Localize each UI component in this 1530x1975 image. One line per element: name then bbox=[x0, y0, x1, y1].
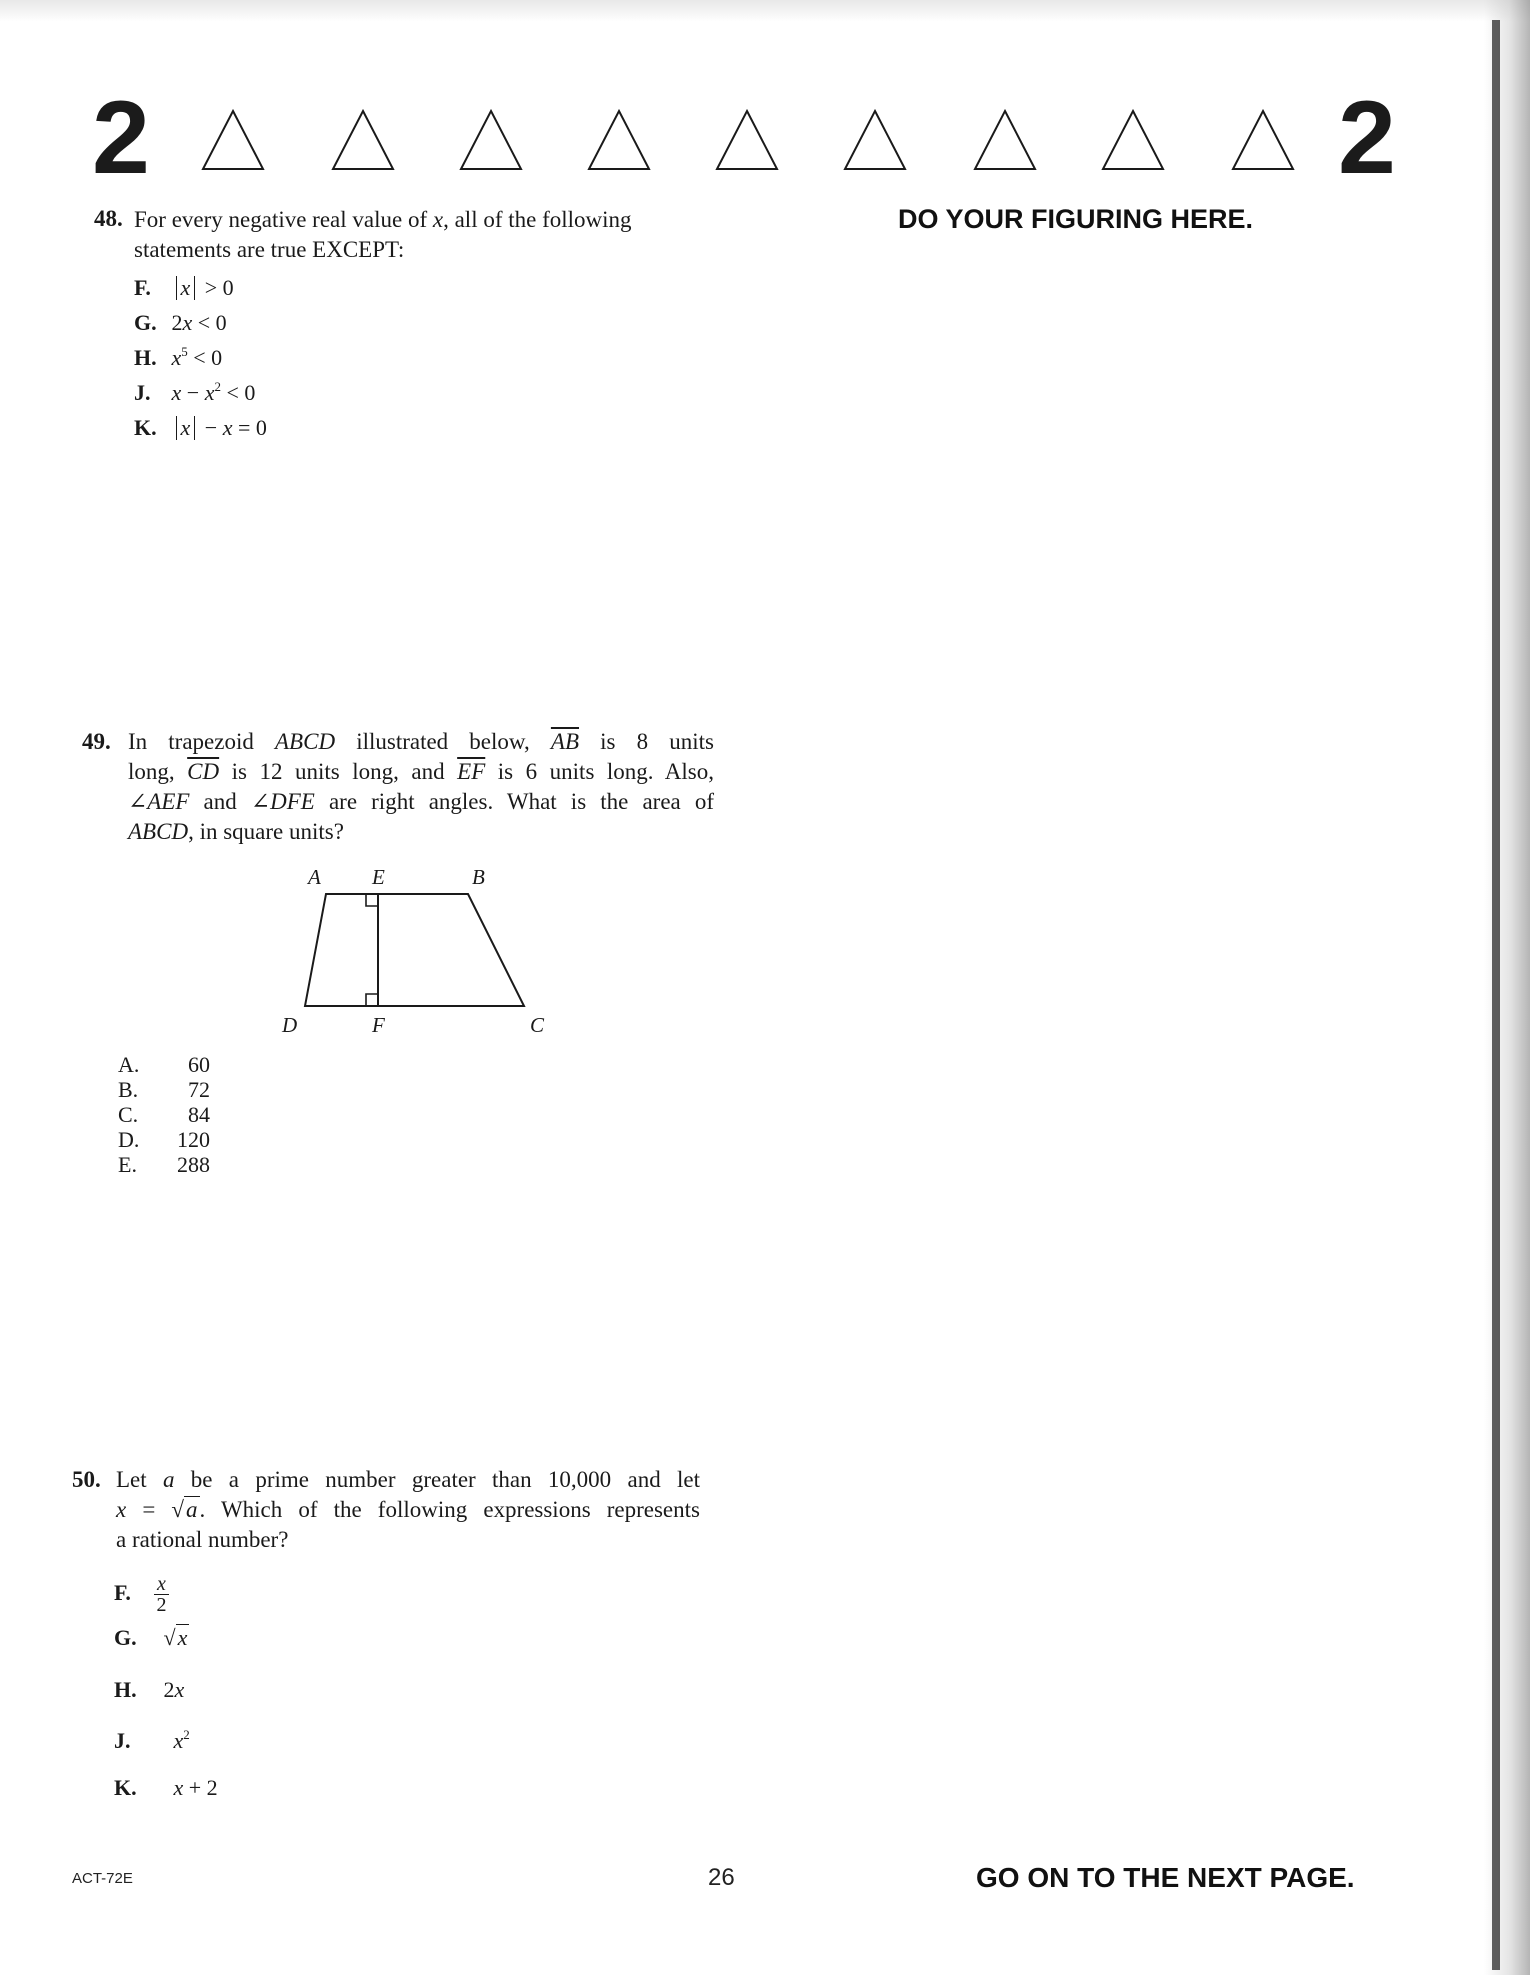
option-j-math: $x^2$ bbox=[173, 1727, 190, 1753]
answer-letter: C. bbox=[118, 1102, 139, 1127]
q48-text-var: x bbox=[432, 207, 444, 232]
label-d: D bbox=[282, 1013, 298, 1037]
option-letter: H. bbox=[134, 345, 157, 370]
triangle-icon bbox=[1100, 108, 1166, 172]
option-letter: K. bbox=[134, 415, 157, 440]
q49-answer-list bbox=[118, 1052, 210, 1177]
answer-value: 288 bbox=[177, 1152, 210, 1177]
section-number-left: 2 bbox=[92, 80, 150, 196]
option-f-math: x > 0 bbox=[172, 275, 234, 300]
form-code: ACT-72E bbox=[72, 1870, 133, 1887]
option-k-math: x + 2 bbox=[173, 1775, 218, 1800]
q49-answer-a[interactable] bbox=[118, 1052, 210, 1077]
option-letter: F. bbox=[134, 275, 151, 300]
triangle-icon bbox=[330, 108, 396, 172]
fraction-x-over-2: $\frac{x}{2}$ bbox=[154, 1574, 170, 1615]
answer-letter: E. bbox=[118, 1152, 137, 1177]
option-letter: G. bbox=[134, 310, 157, 335]
answer-letter: B. bbox=[118, 1077, 139, 1102]
option-g-math: √x bbox=[163, 1625, 188, 1650]
q49-answer-e[interactable] bbox=[118, 1152, 210, 1177]
option-k-math: x − x = 0 bbox=[172, 415, 267, 440]
q49-answer-c[interactable] bbox=[118, 1102, 210, 1127]
label-e: E bbox=[372, 865, 385, 889]
trapezoid-shape bbox=[305, 894, 524, 1006]
q48-option-k[interactable] bbox=[134, 414, 267, 442]
option-letter: J. bbox=[114, 1728, 131, 1753]
option-letter: K. bbox=[114, 1775, 137, 1800]
answer-value: 60 bbox=[188, 1052, 210, 1077]
section-number-right: 2 bbox=[1338, 80, 1396, 196]
right-angle-mark-aef bbox=[366, 894, 378, 906]
option-letter: H. bbox=[114, 1677, 137, 1702]
scan-shadow-right bbox=[1484, 0, 1530, 1975]
question-49-text: In trapezoid ABCD illustrated below, $\overline{AB}$ is 8 units long, $\overline{CD}$ is 12 units long, and $\overline{EF}$ is 6 units long. Also, ∠AEF and ∠DFE are right angles. What is the area of ABCD, in square units? bbox=[128, 729, 715, 844]
q48-option-g[interactable] bbox=[134, 309, 227, 337]
scan-shadow-top bbox=[0, 0, 1530, 22]
triangle-row bbox=[0, 108, 1530, 178]
q50-option-j[interactable] bbox=[114, 1727, 190, 1755]
triangle-icon bbox=[714, 108, 780, 172]
question-48-text bbox=[134, 205, 734, 265]
triangle-icon bbox=[586, 108, 652, 172]
option-letter: G. bbox=[114, 1625, 137, 1650]
question-49-number: 49. bbox=[82, 729, 111, 754]
answer-value: 72 bbox=[188, 1077, 210, 1102]
q48-text-line2: statements are true EXCEPT: bbox=[134, 237, 405, 262]
question-50-text: Let a be a prime number greater than 10,000 and let x = √a. Which of the following expressions represents a rational number? bbox=[116, 1467, 700, 1552]
option-h-math: $x^5 < 0$ bbox=[171, 344, 223, 370]
scan-binding-edge bbox=[1492, 20, 1500, 1970]
triangle-icon bbox=[842, 108, 908, 172]
triangle-icon bbox=[972, 108, 1038, 172]
answer-value: 84 bbox=[188, 1102, 210, 1127]
label-f: F bbox=[372, 1013, 385, 1037]
q48-option-f[interactable] bbox=[134, 274, 234, 302]
option-letter: F. bbox=[114, 1579, 131, 1605]
figuring-area-label: DO YOUR FIGURING HERE. bbox=[898, 204, 1254, 234]
triangle-icon bbox=[458, 108, 524, 172]
triangle-icon bbox=[1230, 108, 1296, 172]
option-letter: J. bbox=[134, 380, 151, 405]
right-angle-mark-dfe bbox=[366, 994, 378, 1006]
option-j-math: $x - x^2 < 0$ bbox=[171, 379, 256, 405]
question-50-number: 50. bbox=[72, 1467, 101, 1492]
page-number: 26 bbox=[708, 1864, 735, 1891]
trapezoid-diagram bbox=[268, 862, 568, 1042]
label-b: B bbox=[472, 865, 485, 889]
triangle-icon bbox=[200, 108, 266, 172]
q48-option-h[interactable] bbox=[134, 344, 222, 372]
label-a: A bbox=[308, 865, 321, 889]
q49-answer-b[interactable] bbox=[118, 1077, 210, 1102]
answer-letter: D. bbox=[118, 1127, 140, 1152]
answer-letter: A. bbox=[118, 1052, 140, 1077]
q50-option-f[interactable] bbox=[114, 1574, 170, 1615]
next-page-notice: GO ON TO THE NEXT PAGE. bbox=[976, 1862, 1355, 1893]
option-h-math: 2x bbox=[163, 1677, 185, 1702]
q49-answer-d[interactable] bbox=[118, 1127, 210, 1152]
q50-option-h[interactable] bbox=[114, 1676, 184, 1704]
option-g-math: 2x < 0 bbox=[171, 310, 227, 335]
q48-option-j[interactable] bbox=[134, 379, 255, 407]
label-c: C bbox=[530, 1013, 545, 1037]
q48-text-b: , all of the following bbox=[443, 207, 632, 232]
q50-option-g[interactable] bbox=[114, 1624, 189, 1652]
question-48-number: 48. bbox=[94, 206, 123, 231]
q50-option-k[interactable] bbox=[114, 1774, 218, 1802]
answer-value: 120 bbox=[177, 1127, 210, 1152]
q48-text-a: For every negative real value of bbox=[134, 207, 433, 232]
trapezoid-figure bbox=[268, 862, 568, 1042]
